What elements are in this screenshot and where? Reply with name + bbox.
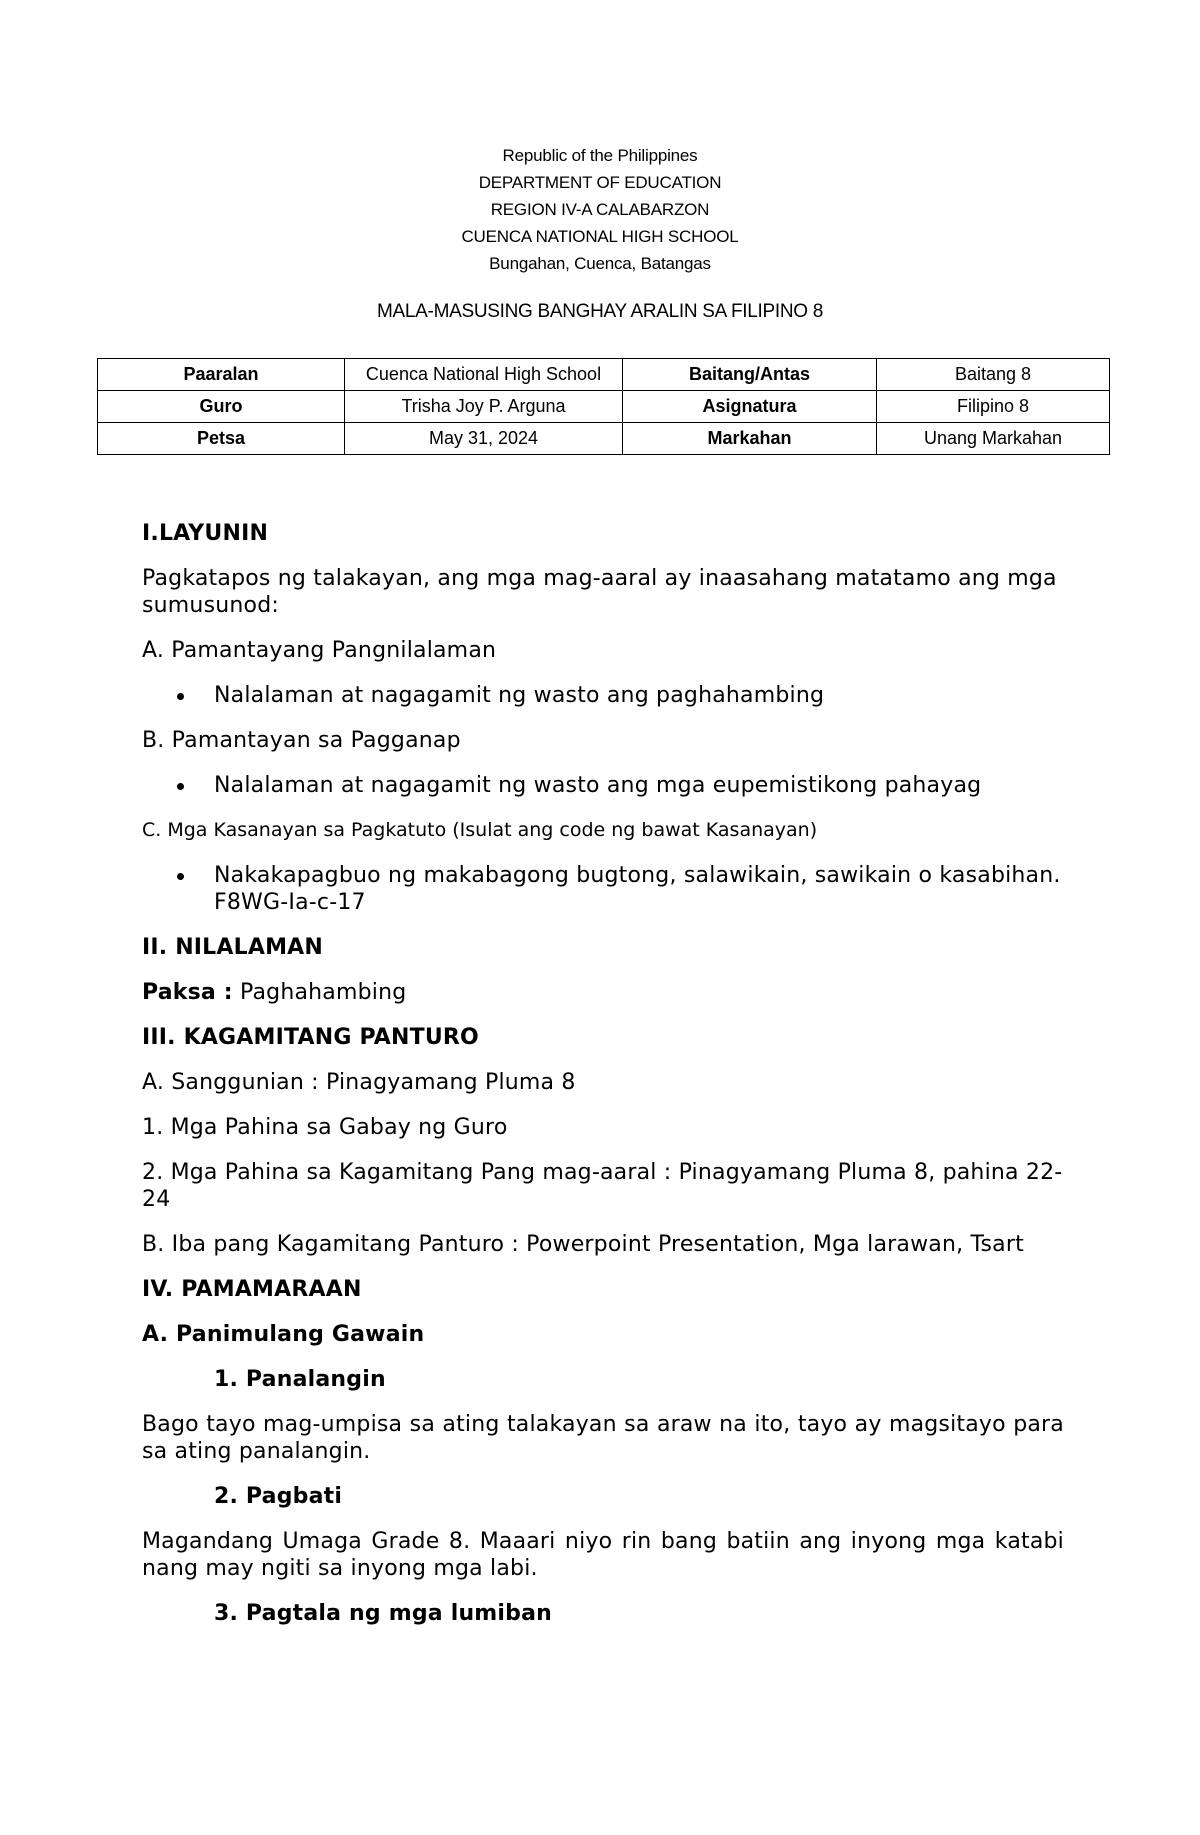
list-item [142, 862, 1064, 916]
table-cell: Asignatura [623, 391, 877, 423]
bullet-icon [177, 693, 184, 700]
layunin-c-bullet: Nakakapagbuo ng makabagong bugtong, salawikain, sawikain o kasabihan. F8WG-Ia-c-17 [214, 863, 1061, 915]
table-cell: Markahan [623, 423, 877, 455]
lesson-body [142, 520, 1064, 1645]
lesson-plan-title: MALA-MASUSING BANGHAY ARALIN SA FILIPINO 8 [377, 301, 823, 322]
kagamitan-sanggunian: A. Sanggunian : Pinagyamang Pluma 8 [142, 1070, 576, 1095]
paksa-value: Paghahambing [232, 980, 407, 1005]
table-cell: Filipino 8 [877, 391, 1110, 423]
header-address: Bungahan, Cuenca, Batangas [489, 254, 711, 273]
table-cell: Paaralan [98, 359, 345, 391]
table-cell: Guro [98, 391, 345, 423]
table-row [98, 359, 1110, 391]
layunin-b-label: B. Pamantayan sa Pagganap [142, 728, 461, 753]
step-pagbati-text: Magandang Umaga Grade 8. Maaari niyo rin bang batiin ang inyong mga katabi nang may ngiti sa inyong mga labi. [142, 1529, 1064, 1581]
header-department: DEPARTMENT OF EDUCATION [478, 173, 722, 192]
layunin-c-label: C. Mga Kasanayan sa Pagkatuto (Isulat ang code ng bawat Kasanayan) [142, 819, 818, 841]
layunin-intro: Pagkatapos ng talakayan, ang mga mag-aaral ay inaasahang matatamo ang mga sumusunod: [142, 566, 1057, 618]
kagamitan-iba-pa: B. Iba pang Kagamitang Panturo : Powerpoint Presentation, Mga larawan, Tsart [142, 1232, 1024, 1257]
step-panalangin-text: Bago tayo mag-umpisa sa ating talakayan sa araw na ito, tayo ay magsitayo para sa ating panalangin. [142, 1412, 1064, 1464]
bullet-icon [177, 783, 184, 790]
header-region: REGION IV-A CALABARZON [490, 200, 710, 219]
table-row [98, 423, 1110, 455]
header-republic: Republic of the Philippines [502, 146, 698, 165]
table-cell: May 31, 2024 [345, 423, 623, 455]
step-panalangin-title: 1. Panalangin [214, 1367, 386, 1392]
pamamaraan-heading: IV. PAMAMARAAN [142, 1277, 362, 1302]
step-pagtala-title: 3. Pagtala ng mga lumiban [214, 1601, 553, 1626]
layunin-a-bullet: Nalalaman at nagagamit ng wasto ang paghahambing [214, 683, 825, 708]
layunin-a-label: A. Pamantayang Pangnilalaman [142, 638, 497, 663]
table-row [98, 391, 1110, 423]
kagamitan-pahina: 2. Mga Pahina sa Kagamitang Pang mag-aaral : Pinagyamang Pluma 8, pahina 22-24 [142, 1160, 1063, 1212]
paksa-label: Paksa : [142, 980, 233, 1005]
step-pagbati-title: 2. Pagbati [214, 1484, 343, 1509]
kagamitan-heading: III. KAGAMITANG PANTURO [142, 1025, 479, 1050]
layunin-heading: I.LAYUNIN [142, 521, 269, 546]
list-item [142, 682, 1064, 709]
list-item [142, 772, 1064, 799]
panimulang-gawain-heading: A. Panimulang Gawain [142, 1322, 425, 1347]
paksa-line [142, 979, 1064, 1006]
header-school: CUENCA NATIONAL HIGH SCHOOL [461, 227, 739, 246]
table-cell: Petsa [98, 423, 345, 455]
nilalaman-heading: II. NILALAMAN [142, 935, 324, 960]
table-cell: Baitang/Antas [623, 359, 877, 391]
layunin-b-bullet: Nalalaman at nagagamit ng wasto ang mga eupemistikong pahayag [214, 773, 982, 798]
bullet-icon [177, 873, 184, 880]
table-cell: Cuenca National High School [345, 359, 623, 391]
kagamitan-gabay: 1. Mga Pahina sa Gabay ng Guro [142, 1115, 508, 1140]
table-cell: Trisha Joy P. Arguna [345, 391, 623, 423]
table-cell: Unang Markahan [877, 423, 1110, 455]
table-cell: Baitang 8 [877, 359, 1110, 391]
school-header [0, 142, 1200, 277]
info-table [97, 358, 1110, 455]
